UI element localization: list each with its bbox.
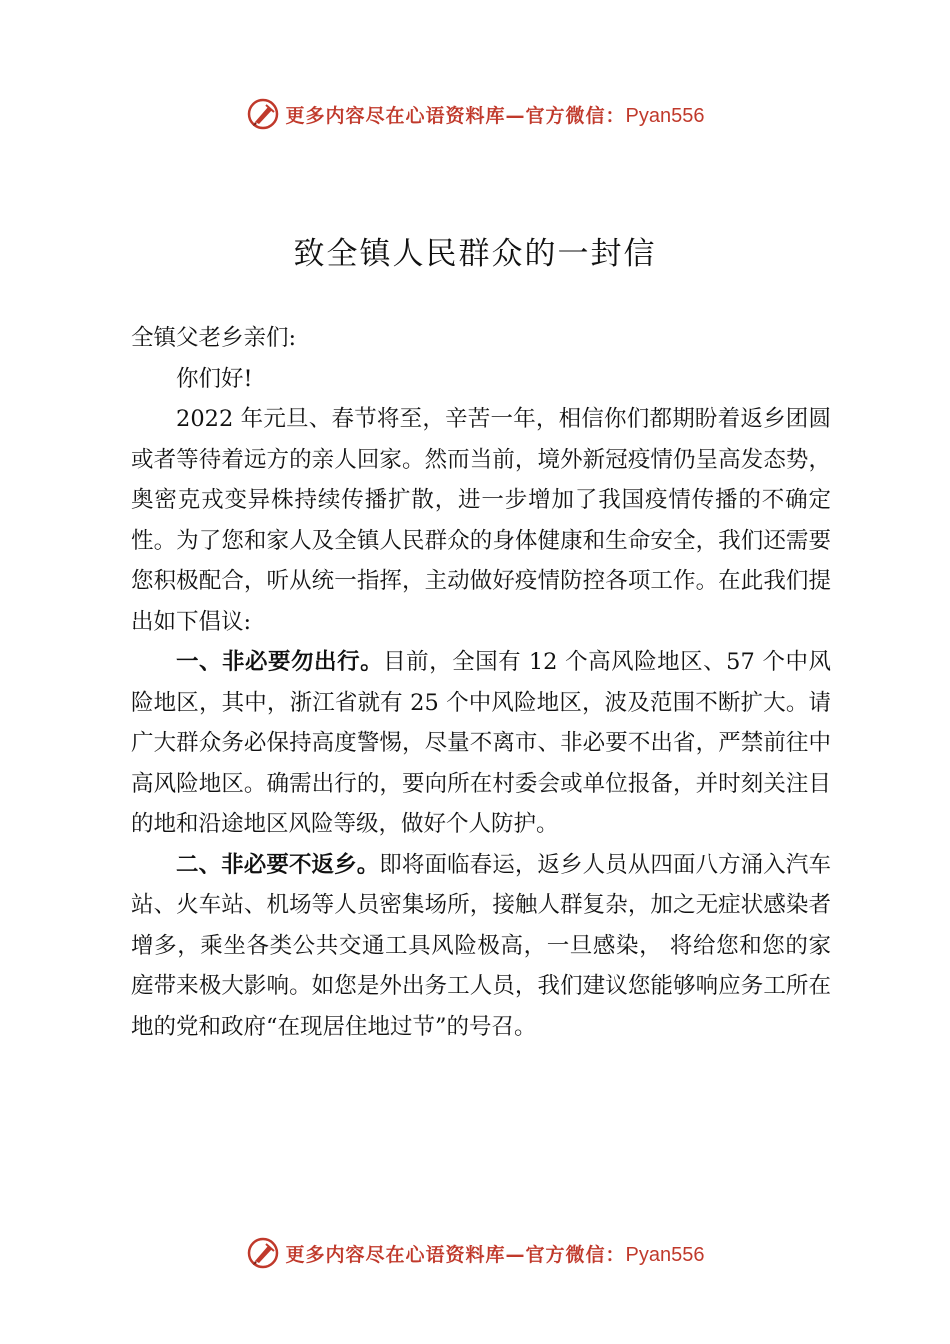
pen-logo-icon: [246, 97, 280, 131]
banner-wechat-label: 官方微信：: [525, 104, 626, 127]
pen-logo-icon: [246, 1236, 280, 1270]
footer-banner: [0, 1233, 950, 1273]
item-1-heading: 一、非必要勿出行。: [176, 649, 384, 675]
banner-slogan: 更多内容尽在心语资料库: [285, 104, 506, 127]
banner-text: [286, 1240, 705, 1267]
paragraph-item-1: [131, 642, 831, 845]
banner-dash: —: [505, 1243, 526, 1266]
paragraph-item-2: [131, 845, 831, 1048]
salutation: 全镇父老乡亲们:: [131, 325, 297, 351]
letter-body: [131, 318, 831, 1047]
banner-text: [286, 101, 705, 128]
paragraph-intro: 2022 年元旦、春节将至，辛苦一年，相信你们都期盼着返乡团圆或者等待着远方的亲人回家。然而当前，境外新冠疫情仍呈高发态势，奥密克戎变异株持续传播扩散，进一步增加了我国疫情传播的不确定性。为了您和家人及全镇人民群众的身体健康和生命安全，我们还需要您积极配合，听从统一指挥，主动做好疫情防控各项工作。在此我们提出如下倡议:: [131, 406, 831, 635]
banner-slogan: 更多内容尽在心语资料库: [285, 1243, 506, 1266]
banner-wechat-label: 官方微信：: [525, 1243, 626, 1266]
document-title: 致全镇人民群众的一封信: [293, 236, 657, 272]
banner-wechat-id: Pyan556: [625, 1243, 705, 1266]
banner-wechat-id: Pyan556: [625, 104, 705, 127]
banner-dash: —: [505, 104, 526, 127]
item-1-body: 目前，全国有 12 个高风险地区、57 个中风险地区，其中，浙江省就有 25 个中风险地区，波及范围不断扩大。请广大群众务必保持高度警惕，尽量不离市、非必要不出省，严禁前往中高风险地区。确需出行的，要向所在村委会或单位报备，并时刻关注目的地和沿途地区风险等级，做好个人防护。: [131, 649, 831, 837]
item-2-heading: 二、非必要不返乡。: [176, 851, 380, 878]
item-2-body: 即将面临春运，返乡人员从四面八方涌入汽车站、火车站、机场等人员密集场所，接触人群复杂，加之无症状感染者增多，乘坐各类公共交通工具风险极高，一旦感染， 将给您和您的家庭带来极大影响。如您是外出务工人员，我们建议您能够响应务工所在地的党和政府“在现居住地过节”的号召。: [131, 851, 831, 1040]
greeting: 你们好!: [176, 365, 253, 392]
header-banner: [0, 94, 950, 134]
